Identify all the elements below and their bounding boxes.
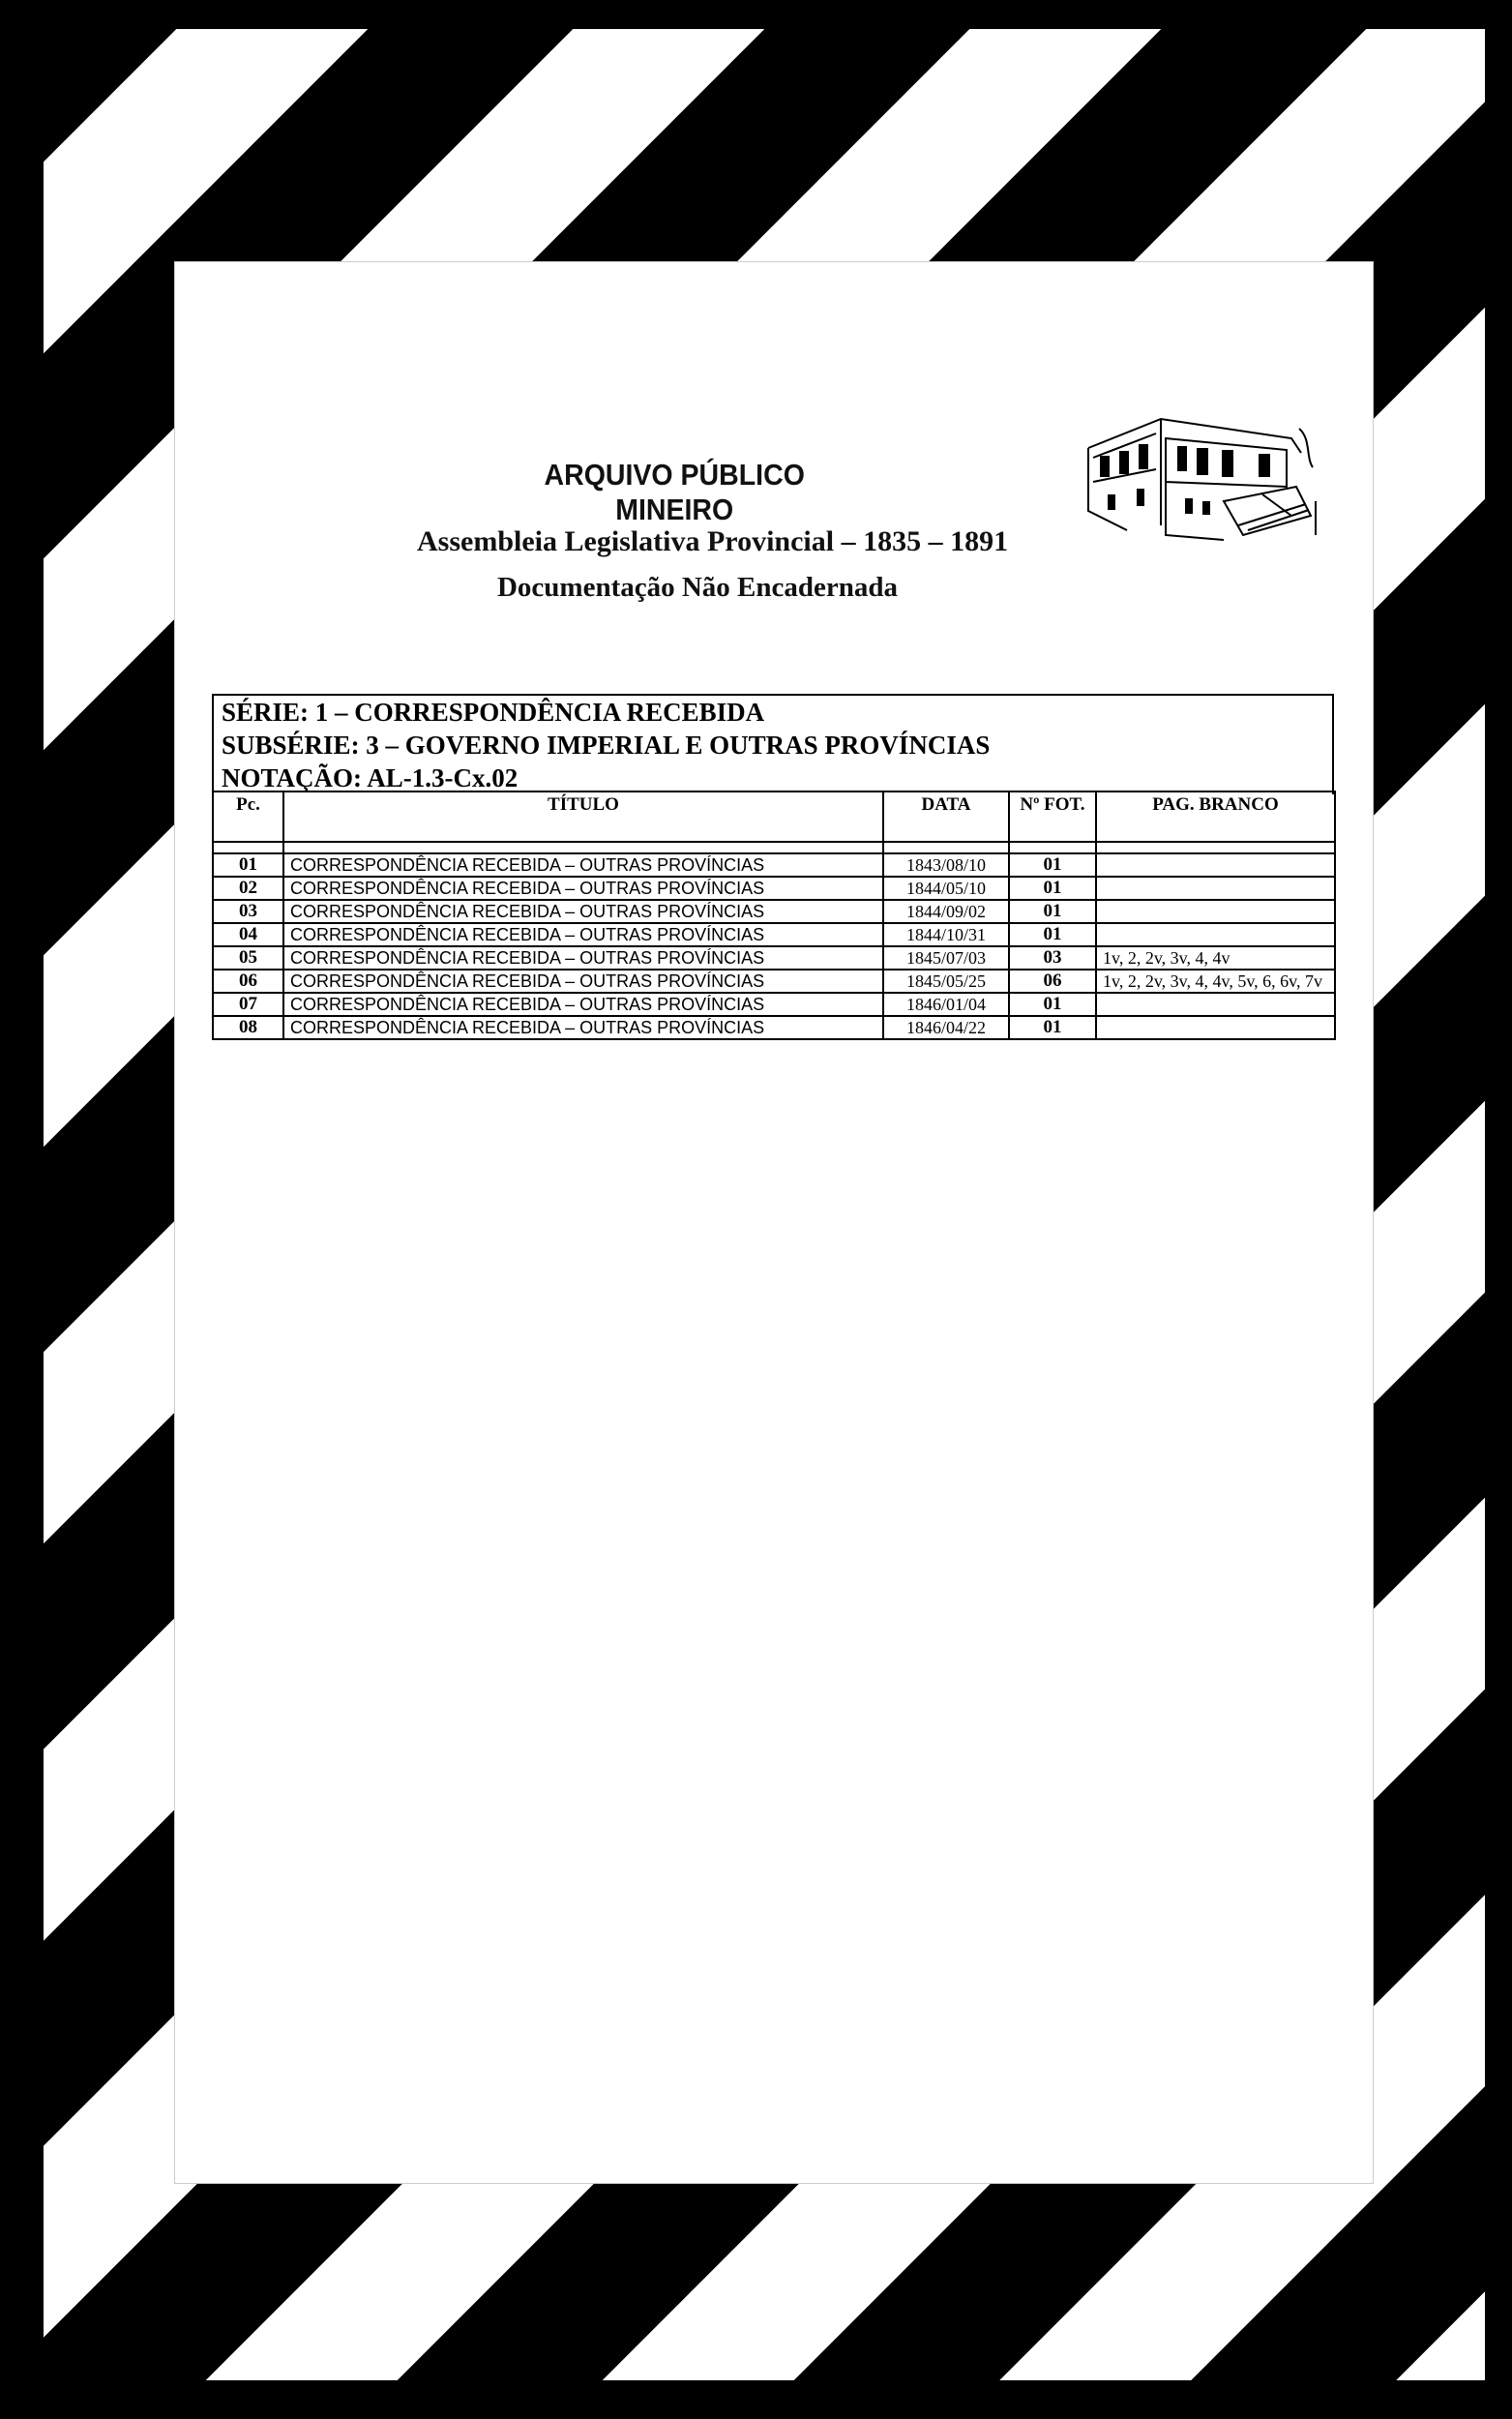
cell-pc: 03 <box>213 900 283 923</box>
column-header-fot: Nº FOT. <box>1009 791 1096 842</box>
archive-title: ARQUIVO PÚBLICO MINEIRO <box>544 458 805 526</box>
cell-titulo: CORRESPONDÊNCIA RECEBIDA – OUTRAS PROVÍNCIAS <box>283 970 883 993</box>
cell-pc: 02 <box>213 877 283 900</box>
column-header-data: DATA <box>883 791 1009 842</box>
document-page <box>174 261 1374 2184</box>
assembly-subtitle: Assembleia Legislativa Provincial – 1835 – 1891 <box>417 525 1009 557</box>
cell-titulo: CORRESPONDÊNCIA RECEBIDA – OUTRAS PROVÍNCIAS <box>283 900 883 923</box>
cell-branco <box>1096 1016 1335 1039</box>
cell-pc: 04 <box>213 923 283 946</box>
cell-titulo: CORRESPONDÊNCIA RECEBIDA – OUTRAS PROVÍNCIAS <box>283 1016 883 1039</box>
cell-pc: 06 <box>213 970 283 993</box>
table-row <box>213 970 1335 993</box>
scan-border <box>0 2380 1512 2419</box>
cell-data: 1844/10/31 <box>883 923 1009 946</box>
cell-pc: 05 <box>213 946 283 970</box>
cell-data: 1845/05/25 <box>883 970 1009 993</box>
cell-branco: 1v, 2, 2v, 3v, 4, 4v, 5v, 6, 6v, 7v <box>1096 970 1335 993</box>
table-row <box>213 877 1335 900</box>
cell-branco: 1v, 2, 2v, 3v, 4, 4v <box>1096 946 1335 970</box>
subserie-label: SUBSÉRIE: 3 – GOVERNO IMPERIAL E OUTRAS PROVÍNCIAS <box>222 731 991 760</box>
scan-border <box>1485 0 1512 2419</box>
cell-branco <box>1096 877 1335 900</box>
serie-label: SÉRIE: 1 – CORRESPONDÊNCIA RECEBIDA <box>222 698 765 727</box>
cell-titulo: CORRESPONDÊNCIA RECEBIDA – OUTRAS PROVÍNCIAS <box>283 877 883 900</box>
notacao-label: NOTAÇÃO: AL-1.3-Cx.02 <box>222 763 519 792</box>
table-row <box>213 1016 1335 1039</box>
cell-fot: 06 <box>1009 970 1096 993</box>
cell-titulo: CORRESPONDÊNCIA RECEBIDA – OUTRAS PROVÍNCIAS <box>283 923 883 946</box>
cell-fot: 03 <box>1009 946 1096 970</box>
table-row <box>213 900 1335 923</box>
cell-fot: 01 <box>1009 900 1096 923</box>
cell-fot: 01 <box>1009 993 1096 1016</box>
building-illustration-icon <box>1069 409 1320 559</box>
table-row <box>213 853 1335 877</box>
table-header-row <box>213 791 1335 842</box>
cell-titulo: CORRESPONDÊNCIA RECEBIDA – OUTRAS PROVÍNCIAS <box>283 946 883 970</box>
cell-titulo: CORRESPONDÊNCIA RECEBIDA – OUTRAS PROVÍNCIAS <box>283 993 883 1016</box>
cell-fot: 01 <box>1009 1016 1096 1039</box>
cell-data: 1846/01/04 <box>883 993 1009 1016</box>
cell-titulo: CORRESPONDÊNCIA RECEBIDA – OUTRAS PROVÍNCIAS <box>283 853 883 877</box>
cell-data: 1844/05/10 <box>883 877 1009 900</box>
cell-pc: 01 <box>213 853 283 877</box>
table-row <box>213 923 1335 946</box>
cell-data: 1844/09/02 <box>883 900 1009 923</box>
document-index-table <box>212 791 1336 1040</box>
cell-fot: 01 <box>1009 853 1096 877</box>
scan-border <box>0 0 44 2419</box>
cell-branco <box>1096 923 1335 946</box>
documentation-subtitle: Documentação Não Encadernada <box>496 572 899 603</box>
scan-border <box>0 0 1512 29</box>
series-info-box <box>212 694 1334 794</box>
cell-pc: 07 <box>213 993 283 1016</box>
column-header-branco: PAG. BRANCO <box>1096 791 1335 842</box>
cell-branco <box>1096 900 1335 923</box>
cell-data: 1843/08/10 <box>883 853 1009 877</box>
cell-fot: 01 <box>1009 923 1096 946</box>
cell-data: 1845/07/03 <box>883 946 1009 970</box>
cell-fot: 01 <box>1009 877 1096 900</box>
table-row <box>213 993 1335 1016</box>
cell-data: 1846/04/22 <box>883 1016 1009 1039</box>
table-row <box>213 946 1335 970</box>
column-header-titulo: TÍTULO <box>283 791 883 842</box>
cell-pc: 08 <box>213 1016 283 1039</box>
cell-branco <box>1096 993 1335 1016</box>
table-spacer-row <box>213 842 1335 853</box>
cell-branco <box>1096 853 1335 877</box>
column-header-pc: Pc. <box>213 791 283 842</box>
